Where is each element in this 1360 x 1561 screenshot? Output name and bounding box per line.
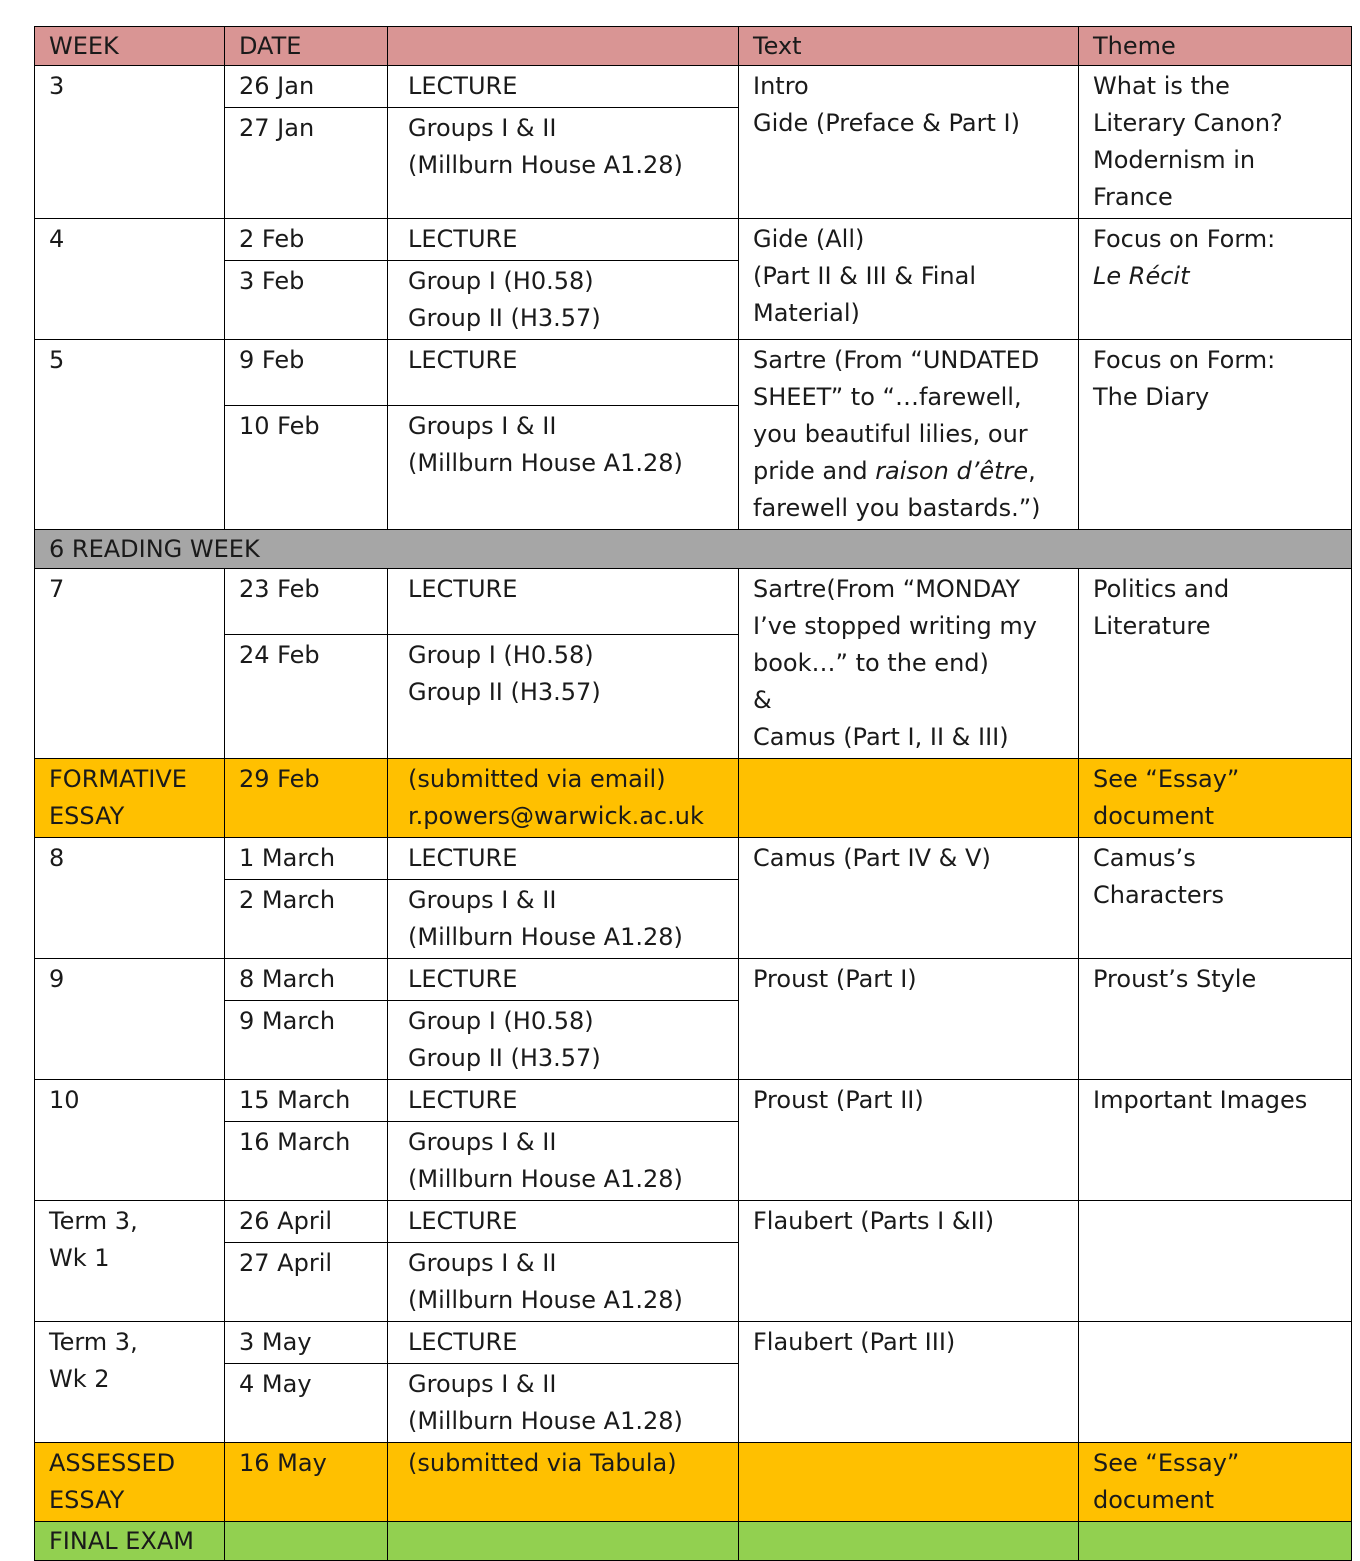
activity-cell: Group I (H0.58) Group II (H3.57): [388, 634, 739, 758]
activity-cell: LECTURE: [388, 1201, 739, 1243]
activity-cell: LECTURE: [388, 569, 739, 635]
theme-cell: Important Images: [1079, 1080, 1352, 1201]
table-row: [35, 340, 1352, 406]
theme-cell: [1079, 1201, 1352, 1322]
activity-cell: Groups I & II (Millburn House A1.28): [388, 405, 739, 529]
activity-cell: Group I (H0.58) Group II (H3.57): [388, 261, 739, 340]
header-activity: [388, 27, 739, 66]
theme-cell: What is the Literary Canon? Modernism in France: [1079, 66, 1352, 219]
table-row: [35, 1322, 1352, 1364]
activity-cell: Groups I & II (Millburn House A1.28): [388, 1364, 739, 1443]
header-theme: Theme: [1079, 27, 1352, 66]
activity-cell: LECTURE: [388, 219, 739, 261]
week-cell: Term 3, Wk 1: [35, 1201, 225, 1322]
date-cell: 2 Feb: [225, 219, 388, 261]
activity-cell: Groups I & II (Millburn House A1.28): [388, 108, 739, 219]
activity-cell: LECTURE: [388, 959, 739, 1001]
schedule-table: [34, 26, 1352, 1561]
date-cell: 27 Jan: [225, 108, 388, 219]
formative-essay-row: [35, 759, 1352, 838]
table-row: [35, 219, 1352, 261]
header-row: [35, 27, 1352, 66]
date-cell: 10 Feb: [225, 405, 388, 529]
theme-cell: Politics and Literature: [1079, 569, 1352, 759]
text-cell: Sartre(From “MONDAY I’ve stopped writing my book…” to the end) & Camus (Part I, II & III): [739, 569, 1079, 759]
week-cell: Term 3, Wk 2: [35, 1322, 225, 1443]
date-cell: 9 Feb: [225, 340, 388, 406]
table-row: [35, 66, 1352, 108]
email-address: r.powers@warwick.ac.uk: [408, 802, 704, 830]
theme-cell: Camus’s Characters: [1079, 838, 1352, 959]
text-cell: [739, 1443, 1079, 1522]
week-cell: 9: [35, 959, 225, 1080]
activity-cell: LECTURE: [388, 1080, 739, 1122]
week-cell: FORMATIVE ESSAY: [35, 759, 225, 838]
theme-cell: [1079, 1522, 1352, 1561]
text-cell: Flaubert (Part III): [739, 1322, 1079, 1443]
activity-cell: (submitted via Tabula): [388, 1443, 739, 1522]
text-cell: Sartre (From “UNDATED SHEET” to “…farewell, you beautiful lilies, our pride and raison d’être, farewell you bastards.”): [739, 340, 1079, 530]
date-cell: 4 May: [225, 1364, 388, 1443]
week-cell: 10: [35, 1080, 225, 1201]
text-cell: Intro Gide (Preface & Part I): [739, 66, 1079, 219]
activity-cell: LECTURE: [388, 838, 739, 880]
text-cell: [739, 759, 1079, 838]
text-cell: Gide (All) (Part II & III & Final Material): [739, 219, 1079, 340]
table-row: [35, 838, 1352, 880]
activity-cell: (submitted via email) r.powers@warwick.ac.uk: [388, 759, 739, 838]
date-cell: 9 March: [225, 1001, 388, 1080]
date-cell: 1 March: [225, 838, 388, 880]
week-cell: 8: [35, 838, 225, 959]
theme-cell: Focus on Form: Le Récit: [1079, 219, 1352, 340]
date-cell: 16 May: [225, 1443, 388, 1522]
date-cell: 24 Feb: [225, 634, 388, 758]
date-cell: 2 March: [225, 880, 388, 959]
final-exam-row: [35, 1522, 1352, 1561]
theme-cell: [1079, 1322, 1352, 1443]
assessed-essay-row: [35, 1443, 1352, 1522]
reading-week-row: [35, 530, 1352, 569]
theme-cell: Proust’s Style: [1079, 959, 1352, 1080]
date-cell: 26 April: [225, 1201, 388, 1243]
header-date: DATE: [225, 27, 388, 66]
theme-cell: See “Essay” document: [1079, 759, 1352, 838]
table-row: [35, 959, 1352, 1001]
date-cell: 29 Feb: [225, 759, 388, 838]
date-cell: 3 May: [225, 1322, 388, 1364]
header-text: Text: [739, 27, 1079, 66]
week-cell: 3: [35, 66, 225, 219]
week-cell: 5: [35, 340, 225, 530]
text-cell: [739, 1522, 1079, 1561]
activity-cell: Groups I & II (Millburn House A1.28): [388, 1243, 739, 1322]
theme-cell: See “Essay” document: [1079, 1443, 1352, 1522]
table-row: [35, 569, 1352, 635]
week-cell: FINAL EXAM: [35, 1522, 225, 1561]
date-cell: 23 Feb: [225, 569, 388, 635]
activity-cell: LECTURE: [388, 66, 739, 108]
week-cell: 4: [35, 219, 225, 340]
week-cell: 7: [35, 569, 225, 759]
activity-cell: LECTURE: [388, 340, 739, 406]
text-cell: Flaubert (Parts I &II): [739, 1201, 1079, 1322]
activity-cell: Group I (H0.58) Group II (H3.57): [388, 1001, 739, 1080]
date-cell: 26 Jan: [225, 66, 388, 108]
text-cell: Camus (Part IV & V): [739, 838, 1079, 959]
date-cell: 27 April: [225, 1243, 388, 1322]
activity-cell: Groups I & II (Millburn House A1.28): [388, 880, 739, 959]
date-cell: 3 Feb: [225, 261, 388, 340]
header-week: WEEK: [35, 27, 225, 66]
theme-cell: Focus on Form: The Diary: [1079, 340, 1352, 530]
activity-cell: [388, 1522, 739, 1561]
date-cell: 8 March: [225, 959, 388, 1001]
text-cell: Proust (Part I): [739, 959, 1079, 1080]
date-cell: 15 March: [225, 1080, 388, 1122]
activity-cell: LECTURE: [388, 1322, 739, 1364]
week-cell: ASSESSED ESSAY: [35, 1443, 225, 1522]
table-row: [35, 1080, 1352, 1122]
date-cell: 16 March: [225, 1122, 388, 1201]
table-row: [35, 1201, 1352, 1243]
text-cell: Proust (Part II): [739, 1080, 1079, 1201]
date-cell: [225, 1522, 388, 1561]
activity-cell: Groups I & II (Millburn House A1.28): [388, 1122, 739, 1201]
reading-week-label: 6 READING WEEK: [35, 530, 1352, 569]
